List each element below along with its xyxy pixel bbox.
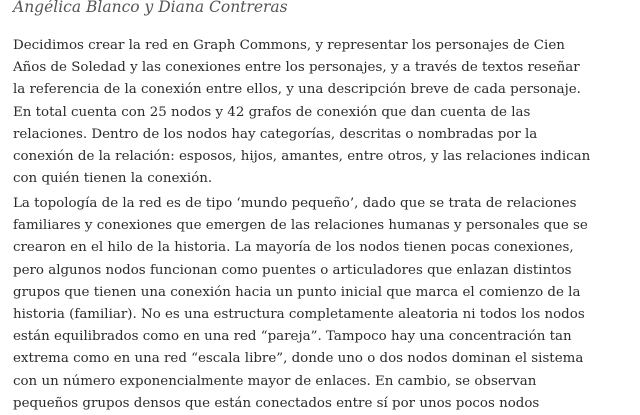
author-byline: Angélica Blanco y Diana Contreras <box>13 0 288 16</box>
paragraph-line: grupos que tienen una conexión hacia un punto inicial que marca el comienzo de la <box>13 284 581 300</box>
paragraph-line: extrema como en una red “escala libre”, donde uno o dos nodos dominan el sistema <box>13 351 584 367</box>
paragraph-line: historia (familiar). No es una estructura completamente aleatoria ni todos los nodos <box>13 307 585 323</box>
paragraph-line: relaciones. Dentro de los nodos hay categorías, descritas o nombradas por la <box>13 126 538 142</box>
paragraph-line: con un número exponencialmente mayor de enlaces. En cambio, se observan <box>13 373 537 389</box>
paragraph-line: crearon en el hilo de la historia. La mayoría de los nodos tienen pocas conexiones, <box>13 240 574 256</box>
paragraph-line: familiares y conexiones que emergen de las relaciones humanas y personales que se <box>13 218 588 234</box>
paragraph-line: La topología de la red es de tipo ‘mundo pequeño’, dado que se trata de relaciones <box>13 196 577 211</box>
paragraph-line: con quién tienen la conexión. <box>13 171 213 187</box>
paragraph-line: Decidimos crear la red en Graph Commons, y representar los personajes de Cien <box>13 38 565 53</box>
paragraph-line: pequeños grupos densos que están conectados entre sí por unos pocos nodos <box>13 395 540 411</box>
paragraph-line: están equilibrados como en una red “pareja”. Tampoco hay una concentración tan <box>13 329 572 345</box>
paragraph-line: En total cuenta con 25 nodos y 42 grafos de conexión que dan cuenta de las <box>13 104 531 120</box>
paragraph-network-topology <box>13 193 588 415</box>
paragraph-line: Años de Soledad y las conexiones entre los personajes, y a través de textos reseñar <box>13 60 580 76</box>
paragraph-line: pero algunos nodos funcionan como puentes o articuladores que enlazan distintos <box>13 262 572 278</box>
paragraph-network-description <box>13 35 590 190</box>
paragraph-line: conexión de la relación: esposos, hijos, amantes, entre otros, y las relaciones indican <box>13 149 591 165</box>
paragraph-line: la referencia de la conexión entre ellos, y una descripción breve de cada personaje. <box>13 82 581 98</box>
